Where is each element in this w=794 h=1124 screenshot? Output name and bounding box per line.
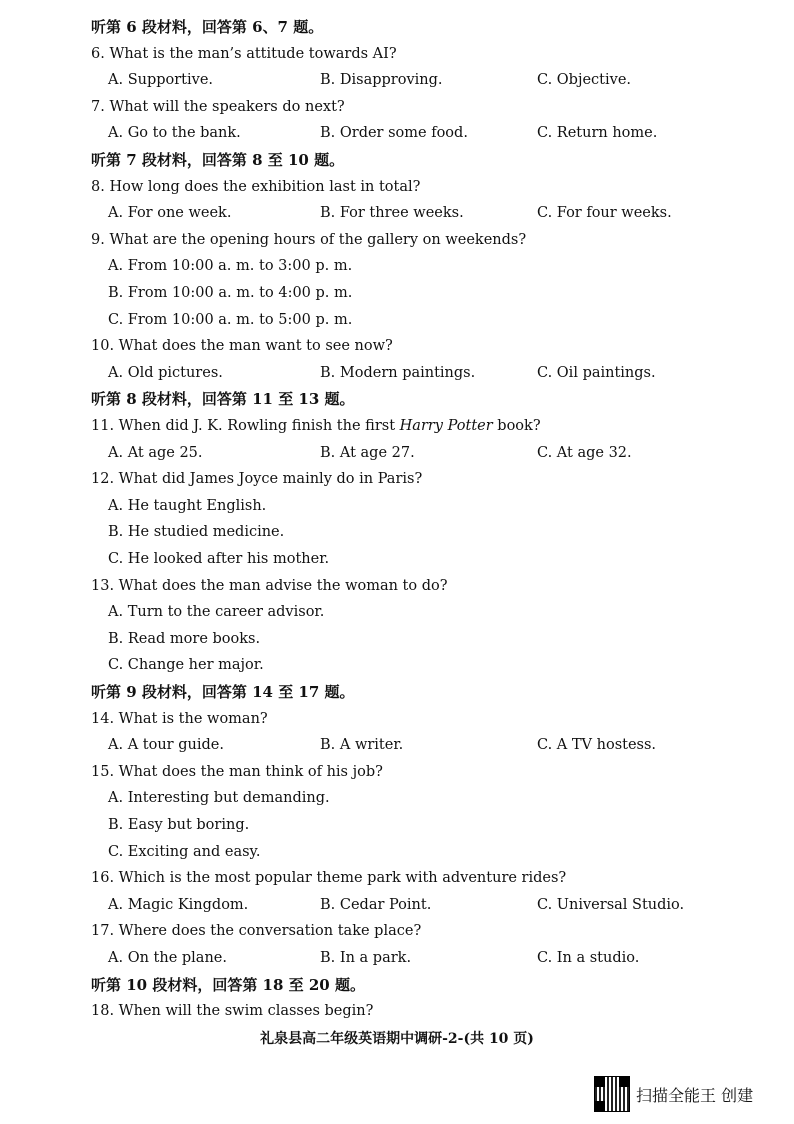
question-text-part: book? <box>492 418 541 434</box>
scanner-label: 扫描全能王 创建 <box>636 1085 754 1105</box>
answer-option-c: C. In a studio. <box>537 950 640 966</box>
answer-option: B. From 10:00 a. m. to 4:00 p. m. <box>108 285 353 301</box>
answer-option-a: A. For one week. <box>108 205 232 222</box>
answer-option-c: C. Return home. <box>537 125 658 142</box>
answer-option-b: B. A writer. <box>320 737 404 754</box>
answer-option: B. Easy but boring. <box>108 817 250 833</box>
answer-option: C. He looked after his mother. <box>108 551 330 567</box>
answer-option-b: B. Modern paintings. <box>320 364 476 381</box>
question-text: 7. What will the speakers do next? <box>91 98 345 115</box>
question-text: 13. What does the man advise the woman to do? <box>91 577 448 594</box>
answer-option-a: A. Supportive. <box>108 72 214 89</box>
question-text: 8. How long does the exhibition last in total? <box>91 178 421 195</box>
answer-option-b: B. For three weeks. <box>320 205 464 222</box>
question-text: 17. Where does the conversation take place? <box>91 923 422 940</box>
answer-option-a: A. On the plane. <box>108 950 227 966</box>
answer-option-c: C. Oil paintings. <box>537 364 656 381</box>
answer-option: A. Turn to the career advisor. <box>108 604 325 621</box>
answer-option: B. He studied medicine. <box>108 524 285 541</box>
answer-option: A. Interesting but demanding. <box>108 790 330 807</box>
answer-option-b: B. Disapproving. <box>320 72 443 89</box>
answer-option-a: A. Go to the bank. <box>108 125 241 142</box>
answer-option-a: A. Magic Kingdom. <box>108 896 249 913</box>
answer-option-a: A. Old pictures. <box>108 364 223 381</box>
answer-option-c: C. Objective. <box>537 72 632 89</box>
question-text <box>91 417 541 435</box>
question-text: 15. What does the man think of his job? <box>91 763 383 780</box>
answer-option: C. Change her major. <box>108 657 264 674</box>
question-text: 16. Which is the most popular theme park with adventure rides? <box>91 870 567 887</box>
page-footer: 礼泉县高二年级英语期中调研-2-(共 10 页) <box>260 1031 534 1047</box>
section-heading: 听第 9 段材料，回答第 14 至 17 题。 <box>91 683 355 701</box>
answer-option-b: B. Cedar Point. <box>320 896 432 913</box>
answer-option-a: A. A tour guide. <box>108 737 224 754</box>
question-text-part: 11. When did J. K. Rowling finish the first <box>91 418 400 434</box>
question-text: 10. What does the man want to see now? <box>91 338 393 355</box>
scanner-watermark <box>594 1076 753 1112</box>
answer-option-c: C. At age 32. <box>537 444 632 461</box>
section-heading: 听第 7 段材料，回答第 8 至 10 题。 <box>91 151 345 169</box>
answer-option-b: B. In a park. <box>320 950 412 966</box>
question-text: 18. When will the swim classes begin? <box>91 1003 374 1020</box>
section-heading: 听第 8 段材料，回答第 11 至 13 题。 <box>91 390 355 409</box>
answer-option-a: A. At age 25. <box>108 444 203 461</box>
section-heading: 听第 6 段材料，回答第 6、7 题。 <box>91 18 324 36</box>
book-title: Harry Potter <box>399 418 493 434</box>
answer-option-c: C. Universal Studio. <box>537 896 685 913</box>
answer-option-b: B. Order some food. <box>320 125 468 142</box>
answer-option: A. From 10:00 a. m. to 3:00 p. m. <box>108 258 353 275</box>
answer-option-c: C. A TV hostess. <box>537 737 657 754</box>
answer-option-c: C. For four weeks. <box>537 205 672 222</box>
answer-option: B. Read more books. <box>108 630 261 647</box>
section-heading: 听第 10 段材料，回答第 18 至 20 题。 <box>91 975 365 994</box>
answer-option: C. Exciting and easy. <box>108 843 261 860</box>
qr-code-icon <box>594 1076 630 1112</box>
answer-option: C. From 10:00 a. m. to 5:00 p. m. <box>108 311 353 328</box>
question-text: 9. What are the opening hours of the gallery on weekends? <box>91 231 527 248</box>
question-text: 14. What is the woman? <box>91 710 268 727</box>
answer-option-b: B. At age 27. <box>320 444 415 461</box>
question-text: 12. What did James Joyce mainly do in Paris? <box>91 471 423 488</box>
question-text: 6. What is the man’s attitude towards AI? <box>91 45 397 62</box>
answer-option: A. He taught English. <box>108 497 267 514</box>
